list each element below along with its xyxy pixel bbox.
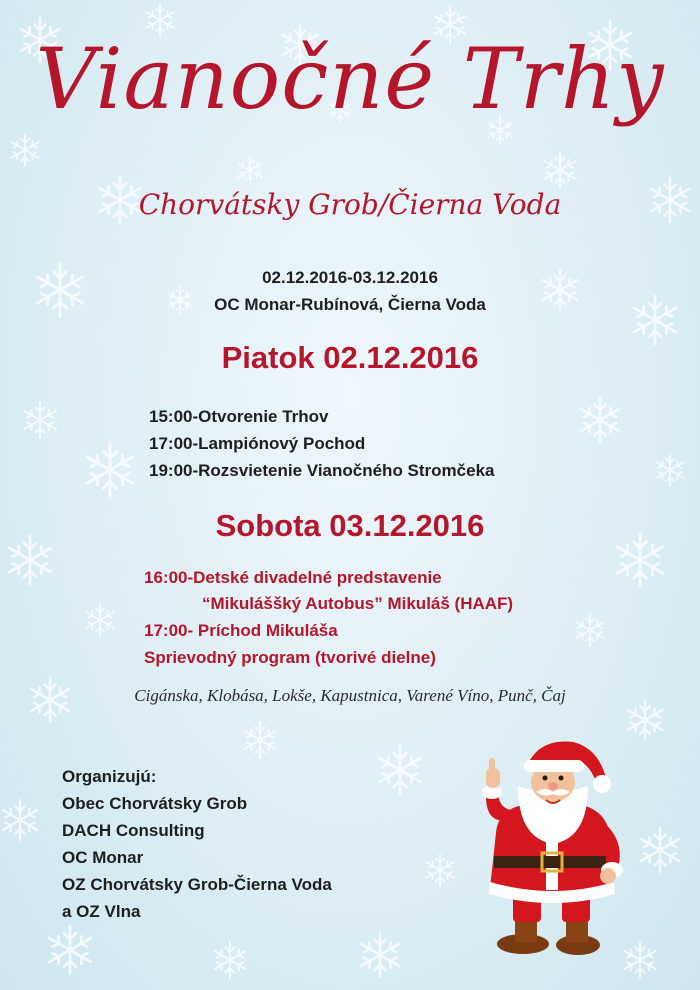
organizer-item: a OZ Vlna	[62, 902, 141, 921]
organizer-item: OC Monar	[62, 848, 144, 867]
organizer-item: OZ Chorvátsky Grob-Čierna Voda	[62, 875, 332, 894]
saturday-heading: Sobota 03.12.2016	[215, 508, 485, 543]
poster-title: Vianočné Trhy	[35, 30, 665, 128]
friday-item: 19:00-Rozsvietenie Vianočného Stromčeka	[149, 461, 495, 480]
food-list: Cigánska, Klobása, Lokše, Kapustnica, Varené Víno, Punč, Čaj	[134, 686, 566, 705]
poster-subtitle: Chorvátsky Grob/Čierna Voda	[138, 188, 562, 221]
organizer-item: Obec Chorvátsky Grob	[62, 794, 248, 813]
organizers-heading: Organizujú:	[62, 767, 157, 786]
saturday-item: “Mikuláššký Autobus” Mikuláš (HAAF)	[202, 594, 514, 613]
friday-heading: Piatok 02.12.2016	[221, 340, 479, 375]
friday-item: 17:00-Lampiónový Pochod	[149, 434, 366, 453]
date-range: 02.12.2016-03.12.2016	[262, 268, 438, 287]
organizer-item: DACH Consulting	[62, 821, 205, 840]
saturday-item: Sprievodný program (tvorivé dielne)	[144, 648, 436, 667]
santa-claus-illustration	[478, 738, 628, 956]
saturday-item: 16:00-Detské divadelné predstavenie	[144, 568, 442, 587]
saturday-item: 17:00- Príchod Mikuláša	[144, 621, 338, 640]
venue: OC Monar-Rubínová, Čierna Voda	[214, 295, 486, 314]
friday-item: 15:00-Otvorenie Trhov	[149, 407, 329, 426]
